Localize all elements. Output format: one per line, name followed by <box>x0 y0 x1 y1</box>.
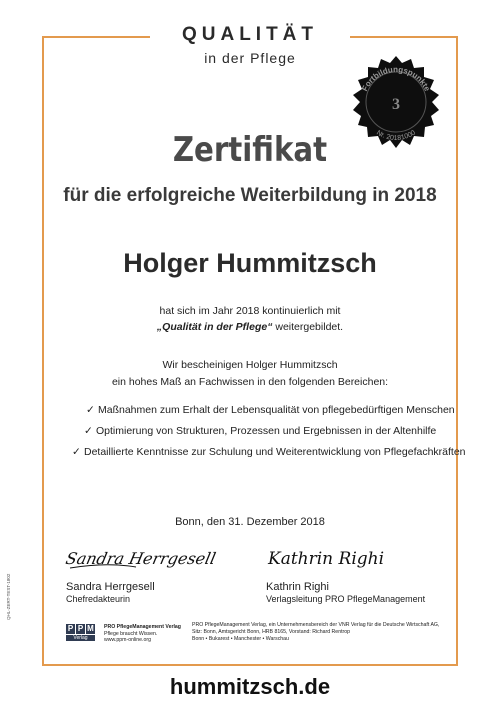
svg-text:Kathrin Righi: Kathrin Righi <box>268 549 385 569</box>
checkmark-icon: ✓ <box>84 425 93 437</box>
publisher-slogan: PRO PflegeManagement Verlag Pflege braucht Wissen. www.ppm-online.org <box>104 624 181 643</box>
competence-list <box>72 404 466 467</box>
brand-title: QUALITÄT <box>181 24 319 45</box>
issue-date: Bonn, den 31. Dezember 2018 <box>175 516 325 528</box>
signature-image-right <box>266 540 416 574</box>
seal-number: 3 <box>392 96 400 113</box>
seal-top-text: Fortbildungspunkte <box>360 64 432 93</box>
statement-line-1: hat sich im Jahr 2018 kontinuierlich mit <box>159 305 341 317</box>
signatory-name-left: Sandra Herrgesell <box>66 581 155 593</box>
svg-text:Sandra Herrgesell: Sandra Herrgesell <box>64 549 218 568</box>
signature-image-left <box>64 540 218 574</box>
seal-bottom-text: Nr. 20181000 <box>375 129 417 143</box>
list-item: ✓ Detaillierte Kenntnisse zur Schulung und Weiterentwicklung von Pflegefachkräften <box>72 446 466 458</box>
document-code: QHL-ZERT-TEST-1802 <box>6 573 11 620</box>
checkmark-icon: ✓ <box>72 446 81 458</box>
checkmark-icon: ✓ <box>86 404 95 416</box>
certificate-subtitle: für die erfolgreiche Weiterbildung in 2018 <box>63 185 437 206</box>
statement-bold-title: „Qualität in der Pflege“ <box>156 321 273 333</box>
website-caption: hummitzsch.de <box>169 674 331 699</box>
recipient-name: Holger Hummitzsch <box>123 248 377 278</box>
list-item: ✓ Maßnahmen zum Erhalt der Lebensqualität von pflegebedürftigen Menschen <box>86 404 455 416</box>
statement-line-3: Wir bescheinigen Holger Hummitzsch <box>162 359 338 371</box>
ppm-logo-letters: P P M <box>67 624 94 633</box>
signature-left <box>64 540 218 604</box>
certificate-title: Zertifikat <box>172 130 328 170</box>
statement-line-2 <box>0 321 500 333</box>
signatory-name-right: Kathrin Righi <box>266 581 329 593</box>
publisher-info: PRO PflegeManagement Verlag, ein Unternehmensbereich der VNR Verlag für die Deutsche Wirtschaft AG, Sitz: Bonn, Amtsgericht Bonn, HRB 8165, Vorstand: Richard Rentrop Bonn • Bukarest • Manchester • Warschau <box>192 622 440 642</box>
brand-subtitle: in der Pflege <box>204 50 296 66</box>
list-item: ✓ Optimierung von Strukturen, Prozessen und Ergebnissen in der Altenhilfe <box>84 425 437 437</box>
statement-line-4: ein hohes Maß an Fachwissen in den folgenden Bereichen: <box>111 376 389 388</box>
statement-line-2-rest: weitergebildet. <box>272 321 344 333</box>
brand-header <box>150 18 350 70</box>
signatory-role-right: Verlagsleitung PRO PflegeManagement <box>266 594 426 604</box>
ppm-logo-tag: Verlag <box>66 635 95 641</box>
signature-right <box>266 540 425 604</box>
publisher-logo <box>66 624 181 643</box>
signatory-role-left: Chefredakteurin <box>66 594 131 604</box>
